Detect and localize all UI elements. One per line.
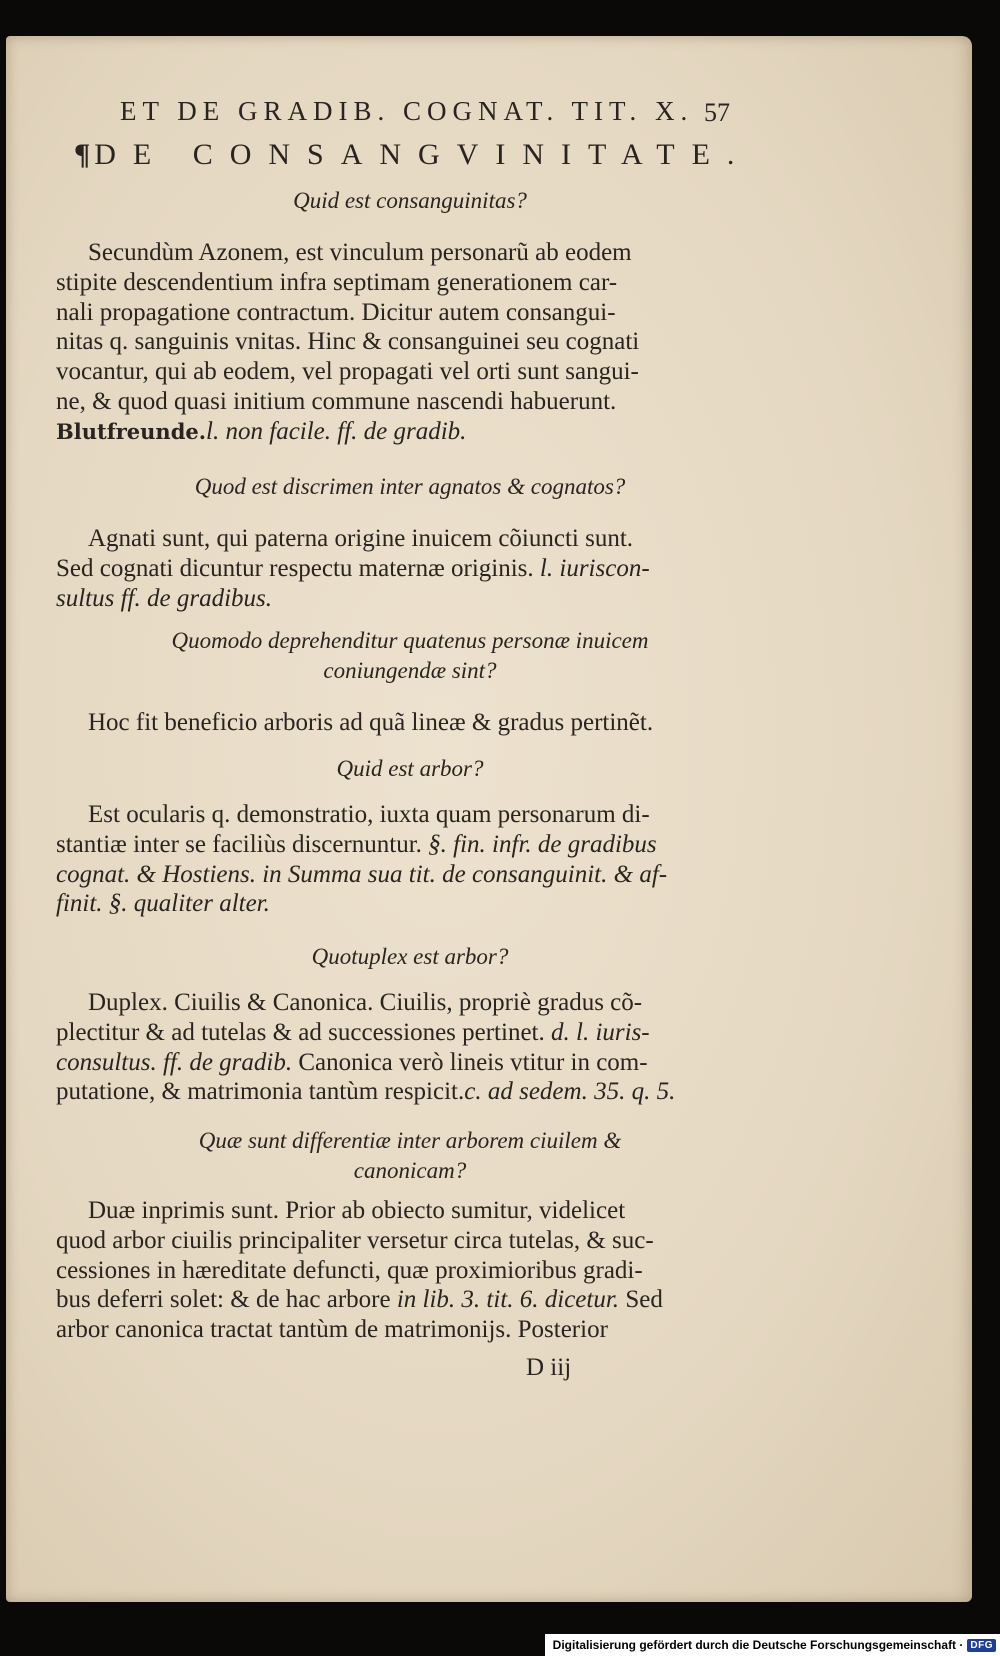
text-line: stipite descendentium infra septimam generationem car- xyxy=(56,268,618,296)
question-line: Quomodo deprehenditur quatenus personæ inuicem xyxy=(171,628,649,653)
pilcrow-icon: ¶ xyxy=(74,138,95,171)
question-heading xyxy=(60,472,760,502)
question-line: canonicam? xyxy=(353,1158,467,1183)
section-title xyxy=(74,138,752,172)
citation: c. ad sedem. 35. q. 5. xyxy=(464,1078,676,1106)
citation: sultus ff. de gradibus. xyxy=(56,584,272,612)
text-line xyxy=(56,554,756,584)
question-heading xyxy=(60,1126,760,1186)
paragraph xyxy=(56,524,756,613)
digitization-credit-bar xyxy=(545,1634,1000,1656)
section-title-text: DE CONSANGVINITATE. xyxy=(94,138,752,171)
paragraph xyxy=(56,708,756,738)
text-line xyxy=(56,1285,756,1315)
text-segment: bus deferri solet: & de hac arbore xyxy=(56,1286,391,1314)
credit-text: Digitalisierung gefördert durch die Deutsche Forschungsgemeinschaft · xyxy=(552,1638,964,1652)
text-line xyxy=(56,1048,756,1078)
text-line xyxy=(56,1077,756,1107)
text-line xyxy=(56,1018,756,1048)
text-segment: Sed cognati dicuntur respectu maternæ originis. xyxy=(56,554,534,582)
citation: consultus. ff. de gradib. xyxy=(56,1048,293,1076)
signature-mark: D iij xyxy=(526,1354,572,1381)
text-line: ne, & quod quasi initium commune nascendi habuerunt. xyxy=(56,387,617,415)
text-line: Secundùm Azonem, est vinculum personarũ ab eodem xyxy=(88,239,632,266)
question-heading xyxy=(60,942,760,972)
paragraph xyxy=(56,800,756,919)
citation: §. fin. infr. de gradibus xyxy=(428,830,657,858)
text-line: Agnati sunt, qui paterna origine inuicem cõiuncti sunt. xyxy=(88,525,634,552)
text-line: cessiones in hæreditate defuncti, quæ proximioribus gradi- xyxy=(56,1256,643,1284)
text-line: Est ocularis q. demonstratio, iuxta quam personarum di- xyxy=(88,801,650,828)
text-line: Duæ inprimis sunt. Prior ab obiecto sumitur, videlicet xyxy=(88,1197,626,1224)
question-heading xyxy=(60,754,760,784)
paragraph xyxy=(56,1196,756,1345)
page-number: 57 xyxy=(704,98,730,127)
citation: cognat. & Hostiens. in Summa sua tit. de consanguinit. & af- xyxy=(56,860,668,888)
text-segment: putatione, & matrimonia tantùm respicit. xyxy=(56,1078,465,1106)
text-line: nitas q. sanguinis vnitas. Hinc & consanguinei seu cognati xyxy=(56,328,640,356)
question-line: coniungendæ sint? xyxy=(323,658,497,683)
paragraph xyxy=(56,238,756,447)
running-title: ET DE GRADIB. COGNAT. TIT. X. xyxy=(120,96,694,126)
citation: in lib. 3. tit. 6. dicetur. xyxy=(396,1286,620,1314)
text-line: nali propagatione contractum. Dicitur autem consangui- xyxy=(56,298,616,326)
question-line: Quod est discrimen inter agnatos & cognatos? xyxy=(194,474,626,499)
question-line: Quæ sunt differentiæ inter arborem ciuilem & xyxy=(198,1128,622,1153)
text-segment: Sed xyxy=(625,1286,663,1314)
text-segment: stantiæ inter se faciliùs discernuntur. xyxy=(56,830,422,858)
text-line: Hoc fit beneficio arboris ad quã lineæ & gradus pertinẽt. xyxy=(88,709,654,736)
citation: l. non facile. ff. de gradib. xyxy=(206,417,467,445)
text-line: quod arbor ciuilis principaliter versetur circa tutelas, & suc- xyxy=(56,1226,654,1254)
fraktur-word: Blutfreunde. xyxy=(56,418,207,444)
citation: l. iuriscon- xyxy=(539,554,650,582)
question-line: Quotuplex est arbor? xyxy=(311,944,509,969)
question-heading xyxy=(60,186,760,216)
text-line xyxy=(56,417,756,447)
text-segment: plectitur & ad tutelas & ad successiones pertinet. xyxy=(56,1018,545,1046)
dfg-logo-icon: DFG xyxy=(967,1639,996,1652)
text-line: vocantur, qui ab eodem, vel propagati vel orti sunt sangui- xyxy=(56,358,639,386)
text-line xyxy=(56,830,756,860)
question-heading xyxy=(60,626,760,686)
text-line xyxy=(56,860,756,890)
text-line xyxy=(56,889,756,919)
text-line xyxy=(56,584,756,614)
question-line: Quid est consanguinitas? xyxy=(293,188,527,213)
question-line: Quid est arbor? xyxy=(336,756,484,781)
citation: finit. §. qualiter alter. xyxy=(56,890,270,918)
text-line: Duplex. Ciuilis & Canonica. Ciuilis, propriè gradus cõ- xyxy=(88,989,643,1016)
text-segment: Canonica verò lineis vtitur in com- xyxy=(298,1048,648,1076)
citation: d. l. iuris- xyxy=(551,1018,650,1046)
paragraph xyxy=(56,988,756,1107)
text-line: arbor canonica tractat tantùm de matrimonijs. Posterior xyxy=(56,1316,608,1344)
